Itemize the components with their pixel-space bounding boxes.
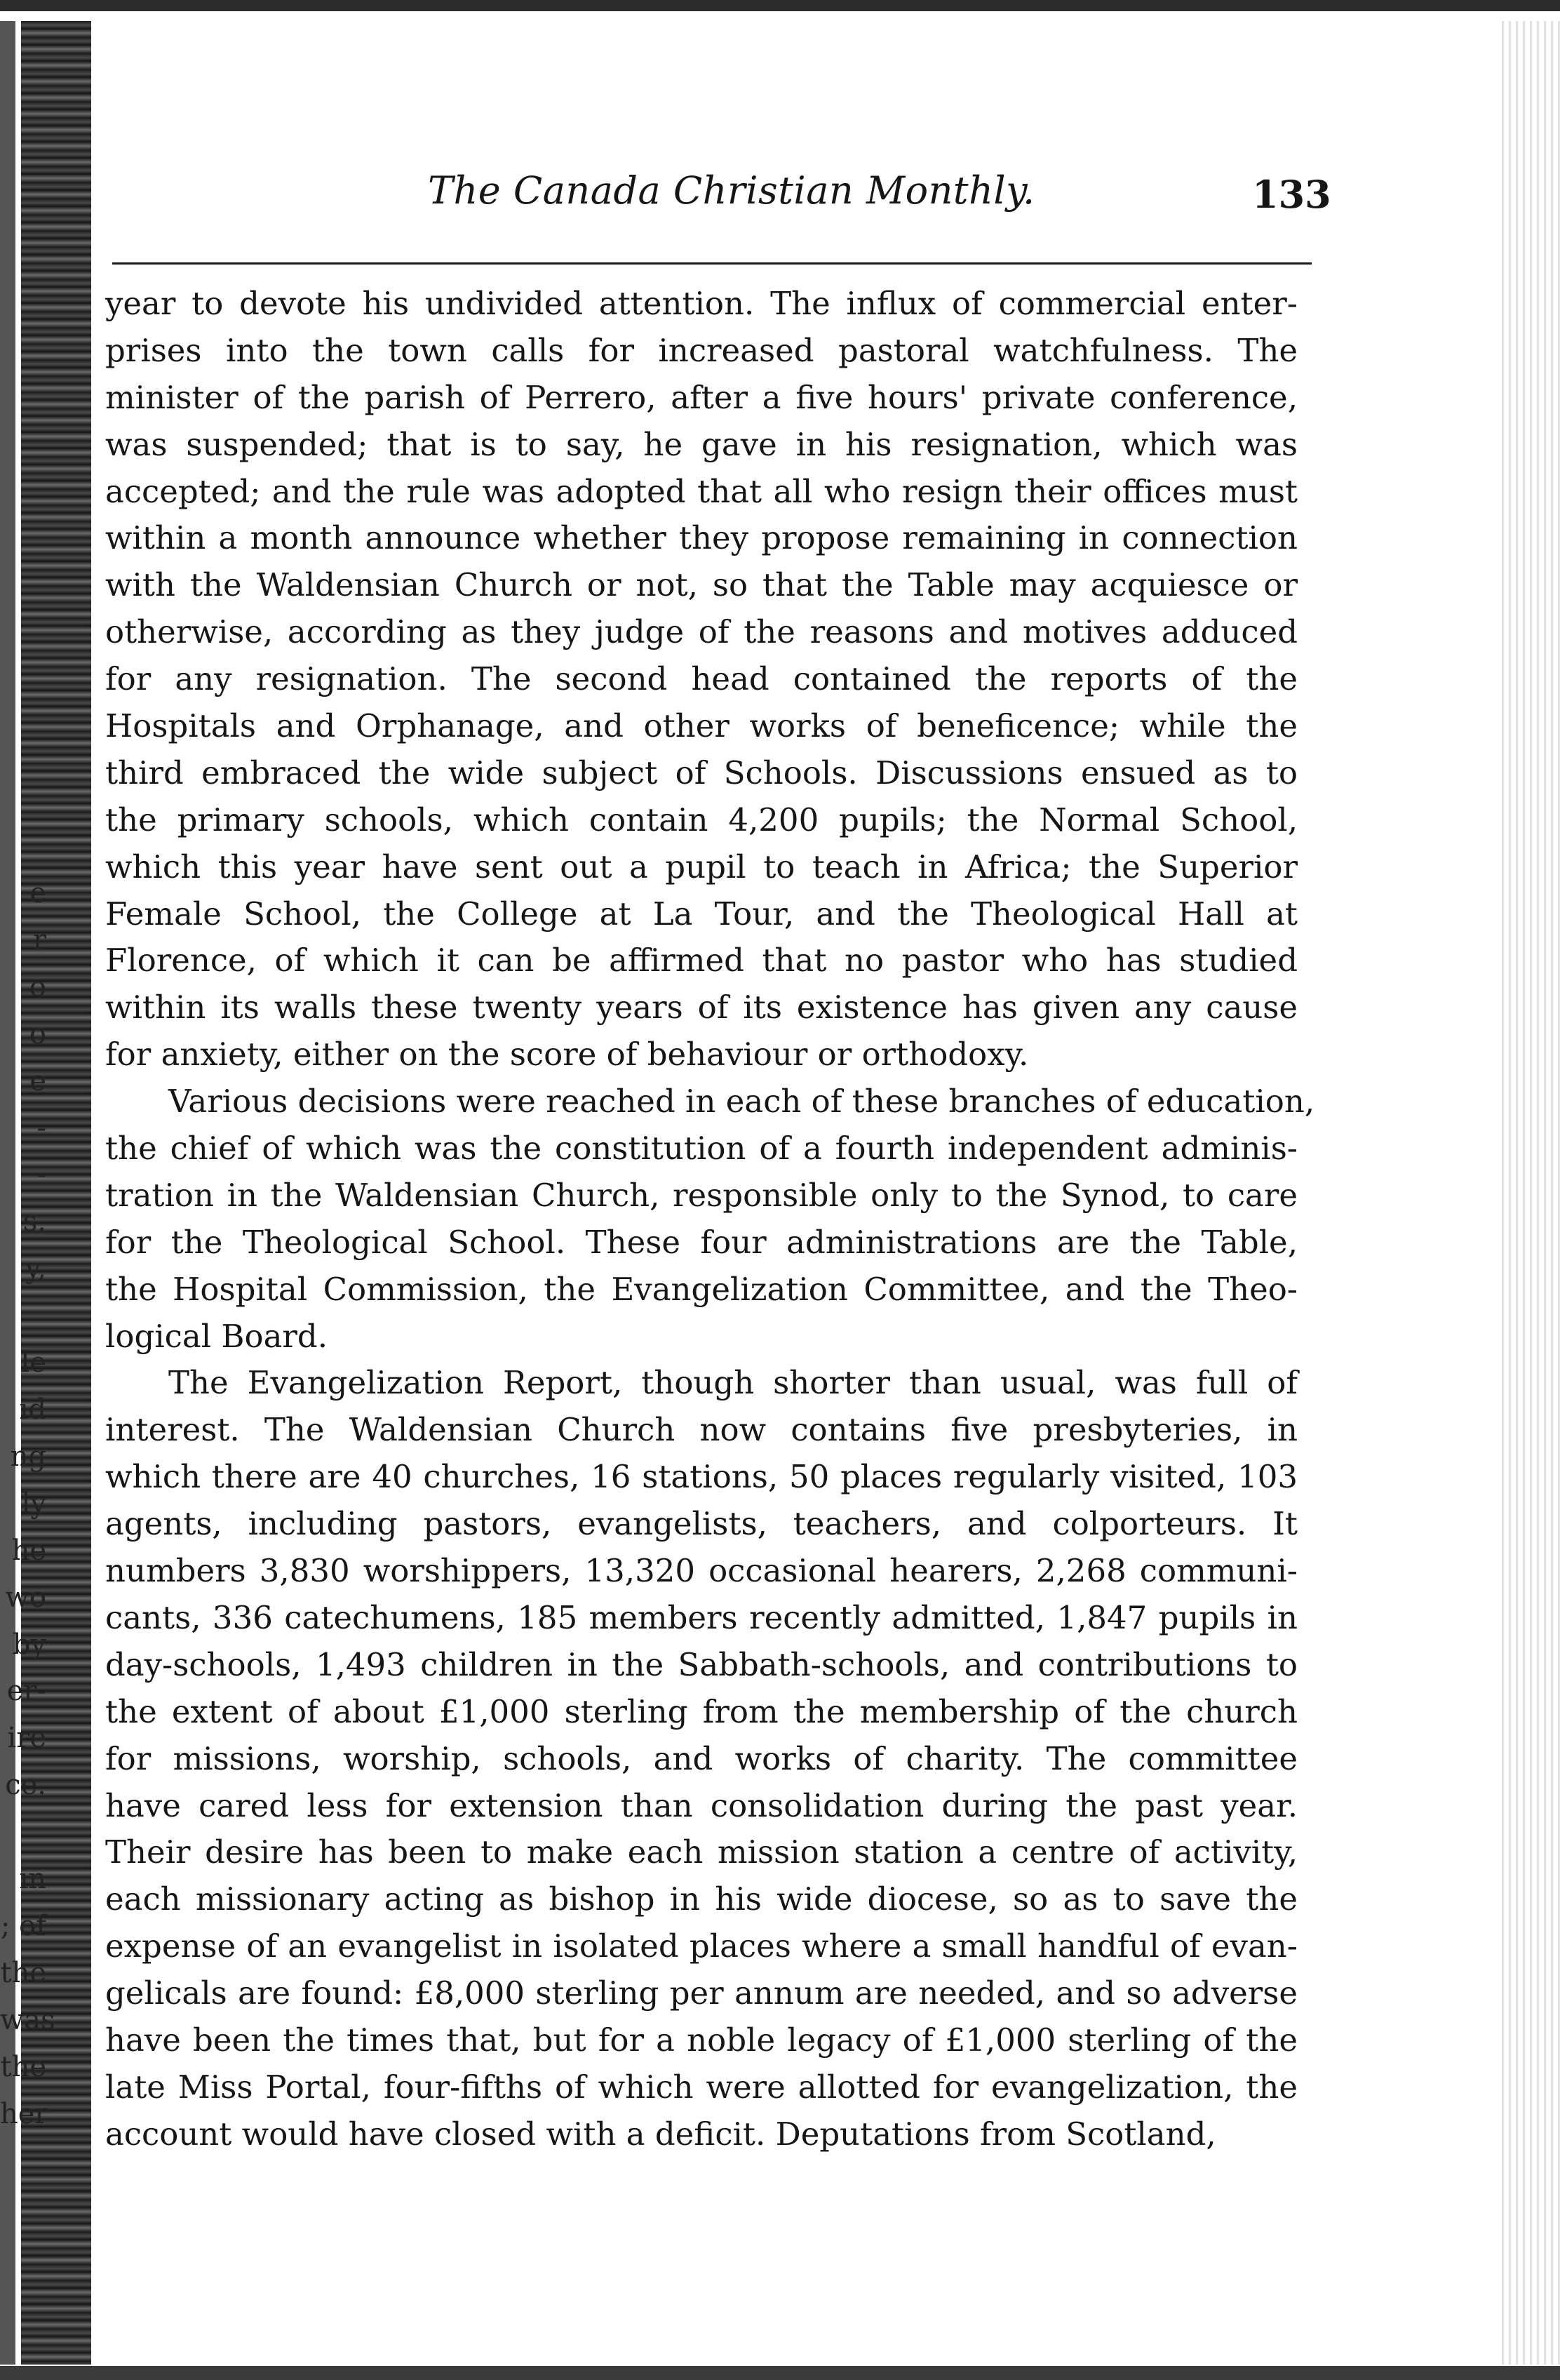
text-line: Female School, the College at La Tour, and the Theological Hall at xyxy=(105,895,1298,932)
text-line: which this year have sent out a pupil to teach in Africa; the Superior xyxy=(105,848,1298,885)
text-line: third embraced the wide subject of Schools. Discussions ensued as to xyxy=(105,754,1298,791)
text-line: interest. The Waldensian Church now contains five presbyteries, in xyxy=(105,1411,1298,1449)
text-line: the primary schools, which contain 4,200 pupils; the Normal School, xyxy=(105,801,1298,838)
text-line: for any resignation. The second head contained the reports of the xyxy=(105,660,1298,698)
fragment-text: er- xyxy=(6,1675,46,1708)
text-line: was suspended; that is to say, he gave in his resignation, which was xyxy=(105,425,1298,463)
text-line: with the Waldensian Church or not, so that the Table may acquiesce or xyxy=(105,566,1298,604)
text-line: Various decisions were reached in each of these branches of education, xyxy=(168,1083,1315,1121)
fragment-text xyxy=(0,1809,49,1856)
text-line: Hospitals and Orphanage, and other works of beneficence; while the xyxy=(105,707,1298,745)
text-line: logical Board. xyxy=(105,1317,328,1355)
fragment-text: ng xyxy=(10,1440,46,1473)
paragraph xyxy=(105,1360,1298,2158)
scan-bottom-border xyxy=(0,2366,1560,2380)
text-line: numbers 3,830 worshippers, 13,320 occasional hearers, 2,268 communi- xyxy=(105,1552,1298,1590)
fragment-text: r xyxy=(32,923,46,956)
text-line: gelicals are found: £8,000 sterling per annum are needed, and so adverse xyxy=(105,1974,1298,2012)
text-line: late Miss Portal, four-fifths of which were allotted for evangelization, the xyxy=(105,2068,1298,2106)
scan-top-border xyxy=(0,0,1560,11)
text-line: prises into the town calls for increased pastoral watchfulness. The xyxy=(105,331,1298,369)
previous-page-fragments xyxy=(0,870,55,2203)
text-line: have cared less for extension than consolidation during the past year. xyxy=(105,1786,1298,1824)
page-header xyxy=(428,168,1312,225)
text-line: The Evangelization Report, though shorter than usual, was full of xyxy=(168,1364,1298,1402)
fragment-text: the xyxy=(0,2050,46,2083)
text-line: the chief of which was the constitution of a fourth independent adminis- xyxy=(105,1130,1298,1168)
text-line: within a month announce whether they propose remaining in connection xyxy=(105,519,1298,557)
fragment-text: e xyxy=(29,877,46,909)
fragment-text xyxy=(0,1292,49,1339)
text-line: cants, 336 catechumens, 185 members recently admitted, 1,847 pupils in xyxy=(105,1598,1298,1636)
fragment-text: s. xyxy=(22,1205,46,1238)
scan-page-edges xyxy=(1498,21,1560,2365)
text-line: each missionary acting as bishop in his wide diocese, so as to save the xyxy=(105,1880,1298,1918)
header-rule xyxy=(112,262,1312,265)
text-line: for missions, worship, schools, and works of charity. The committee xyxy=(105,1739,1298,1777)
text-line: have been the times that, but for a noble legacy of £1,000 sterling of the xyxy=(105,2021,1298,2059)
fragment-text: her xyxy=(0,2097,48,2130)
fragment-text: - xyxy=(36,1111,46,1144)
fragment-text: ire xyxy=(7,1722,46,1755)
paragraph xyxy=(105,1078,1315,1360)
text-line: the extent of about £1,000 sterling from the membership of the church xyxy=(105,1692,1298,1730)
text-line: for anxiety, either on the score of behaviour or orthodoxy. xyxy=(105,1036,1029,1074)
fragment-text: o xyxy=(29,1017,46,1050)
text-line: which there are 40 churches, 16 stations, 50 places regularly visited, 103 xyxy=(105,1458,1298,1496)
fragment-text: was xyxy=(0,2003,55,2036)
text-line: otherwise, according as they judge of the reasons and motives adduced xyxy=(105,613,1298,651)
text-line: Florence, of which it can be affirmed that no pastor who has studied xyxy=(105,942,1298,980)
text-line: within its walls these twenty years of its existence has given any cause xyxy=(105,989,1298,1027)
fragment-text: - xyxy=(36,1158,46,1191)
text-line: accepted; and the rule was adopted that all who resign their offices must xyxy=(105,472,1298,510)
fragment-text: ce. xyxy=(5,1769,46,1802)
article-body xyxy=(105,281,1315,2351)
fragment-text: y, xyxy=(25,1252,46,1285)
text-line: the Hospital Commission, the Evangelization Committee, and the Theo- xyxy=(105,1270,1298,1308)
fragment-text: the xyxy=(0,1956,46,1989)
text-line: year to devote his undivided attention. The influx of commercial enter- xyxy=(105,285,1298,322)
text-line: tration in the Waldensian Church, responsible only to the Synod, to care xyxy=(105,1176,1298,1214)
text-line: day-schools, 1,493 children in the Sabbath-schools, and contributions to xyxy=(105,1645,1298,1683)
text-line: agents, including pastors, evangelists, teachers, and colporteurs. It xyxy=(105,1505,1298,1543)
fragment-text: he xyxy=(11,1534,46,1567)
fragment-text: by xyxy=(12,1628,46,1661)
running-title: The Canada Christian Monthly. xyxy=(428,168,1035,213)
text-line: for the Theological School. These four administrations are the Table, xyxy=(105,1223,1298,1261)
fragment-text: in xyxy=(19,1863,46,1896)
fragment-text: o xyxy=(29,970,46,1003)
fragment-text: id xyxy=(19,1393,46,1426)
page-number: 133 xyxy=(1252,172,1331,217)
text-line: expense of an evangelist in isolated places where a small handful of evan- xyxy=(105,1927,1298,1965)
fragment-text: ; of xyxy=(0,1909,46,1942)
fragment-text: ly xyxy=(21,1487,46,1520)
fragment-text: e xyxy=(29,1064,46,1097)
text-line: Their desire has been to make each mission station a centre of activity, xyxy=(105,1833,1298,1871)
text-line: minister of the parish of Perrero, after a five hours' private conference, xyxy=(105,378,1298,416)
text-line: account would have closed with a deficit. Deputations from Scotland, xyxy=(105,2115,1216,2153)
fragment-text: wo xyxy=(5,1581,46,1614)
fragment-text: le xyxy=(20,1346,46,1379)
paragraph xyxy=(105,281,1298,1078)
